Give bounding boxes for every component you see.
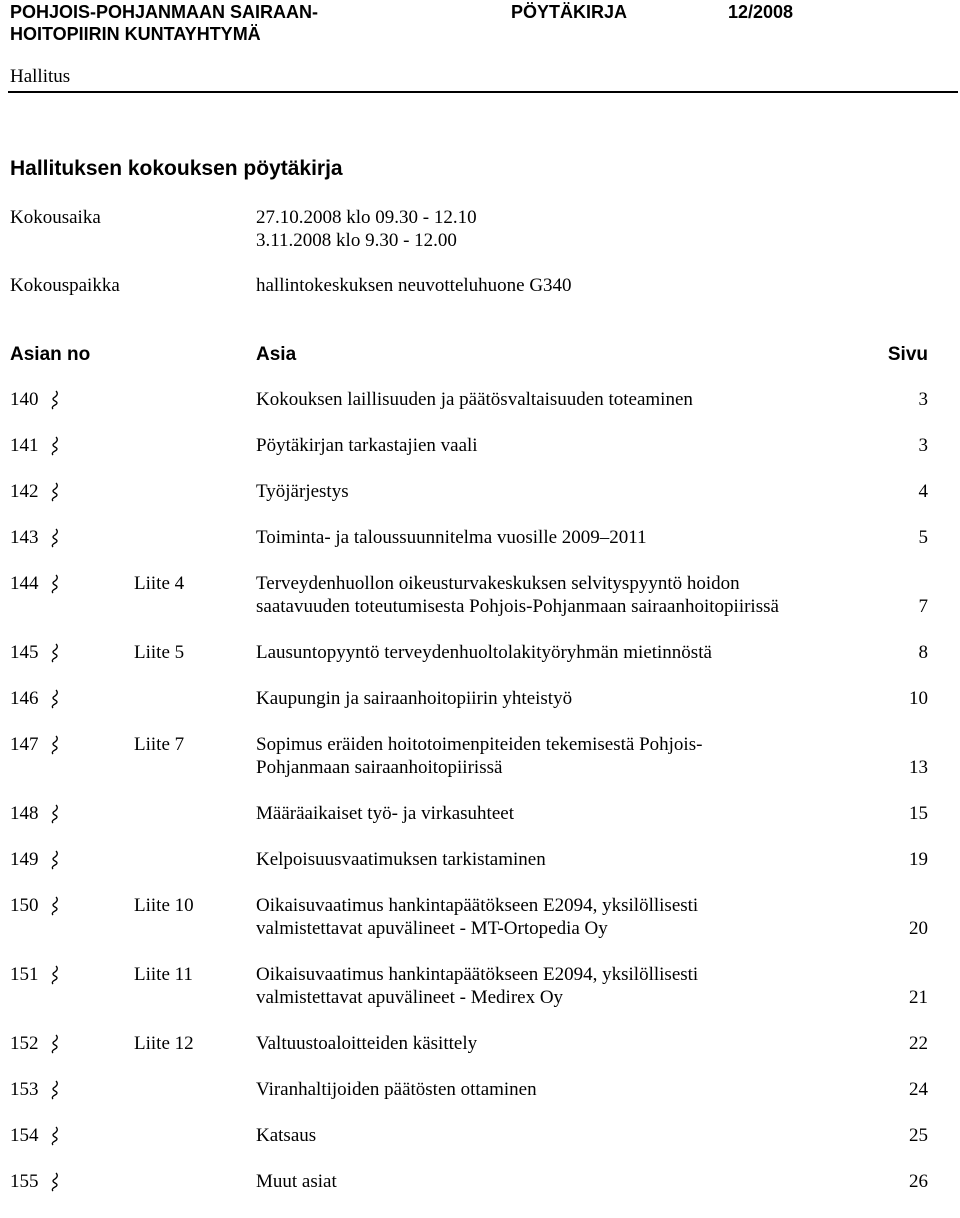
agenda-item-subject-line: Kaupungin ja sairaanhoitopiirin yhteistyö: [256, 688, 573, 709]
paragraph-mark-icon: [47, 434, 61, 457]
agenda-item-number: 143: [10, 527, 39, 548]
agenda-item: [0, 434, 960, 482]
section-mark: [47, 894, 61, 917]
paragraph-mark-icon: [47, 1124, 61, 1147]
agenda-item-subject-line: Valtuustoaloitteiden käsittely: [256, 1033, 478, 1054]
agenda-item-attachment: Liite 4: [134, 573, 185, 594]
agenda-item: [0, 480, 960, 528]
section-mark: [47, 1032, 61, 1055]
header-divider: [8, 91, 958, 93]
section-mark: [47, 641, 61, 664]
agenda-item-subject: [256, 1124, 856, 1147]
agenda-item-attachment: Liite 7: [134, 734, 185, 755]
agenda-item-number: 140: [10, 389, 39, 410]
page-title: Hallituksen kokouksen pöytäkirja: [10, 157, 343, 180]
agenda-item-subject-line: Toiminta- ja taloussuunnitelma vuosille 2009–2011: [256, 527, 647, 548]
document-number: 12/2008: [728, 2, 794, 22]
agenda-item-page: 24: [909, 1079, 928, 1100]
agenda-item-subject: [256, 641, 856, 664]
paragraph-mark-icon: [47, 802, 61, 825]
document-type: PÖYTÄKIRJA: [511, 2, 628, 22]
agenda-item-subject: [256, 802, 856, 825]
section-mark: [47, 1170, 61, 1193]
agenda-item-subject-line: Määräaikaiset työ- ja virkasuhteet: [256, 803, 514, 824]
paragraph-mark-icon: [47, 526, 61, 549]
agenda-item: [0, 894, 960, 942]
agenda-item-subject-line: valmistettavat apuvälineet - Medirex Oy: [256, 987, 564, 1008]
meeting-time-line2: 3.11.2008 klo 9.30 - 12.00: [256, 230, 457, 251]
section-mark: [47, 526, 61, 549]
agenda-item: [0, 388, 960, 436]
agenda-item-number: 154: [10, 1125, 39, 1146]
agenda-item-number: 144: [10, 573, 39, 594]
column-header-subject: Asia: [256, 344, 297, 365]
organization-name-line1: POHJOIS-POHJANMAAN SAIRAAN-: [10, 2, 319, 22]
agenda-item-page: 19: [909, 849, 928, 870]
agenda-item-attachment: Liite 5: [134, 642, 185, 663]
section-mark: [47, 733, 61, 756]
agenda-item-subject-line: Viranhaltijoiden päätösten ottaminen: [256, 1079, 537, 1100]
agenda-item-attachment: Liite 12: [134, 1033, 194, 1054]
column-header-number: Asian no: [10, 344, 91, 365]
agenda-item-subject: [256, 388, 856, 411]
agenda-item-subject-line: saatavuuden toteutumisesta Pohjois-Pohjanmaan sairaanhoitopiirissä: [256, 596, 779, 617]
agenda-item-subject-line: Katsaus: [256, 1125, 317, 1146]
agenda-item: [0, 572, 960, 620]
agenda-item-subject-line: Kelpoisuusvaatimuksen tarkistaminen: [256, 849, 546, 870]
agenda-item-number: 146: [10, 688, 39, 709]
agenda-item-number: 155: [10, 1171, 39, 1192]
paragraph-mark-icon: [47, 641, 61, 664]
agenda-item: [0, 1032, 960, 1080]
agenda-item-number: 153: [10, 1079, 39, 1100]
agenda-item-page: 25: [909, 1125, 928, 1146]
agenda-item-number: 148: [10, 803, 39, 824]
section-mark: [47, 388, 61, 411]
agenda-item-subject: [256, 963, 856, 1009]
agenda-item-page: 15: [909, 803, 928, 824]
paragraph-mark-icon: [47, 480, 61, 503]
agenda-item-number: 147: [10, 734, 39, 755]
meeting-place-value: hallintokeskuksen neuvotteluhuone G340: [256, 275, 572, 296]
agenda-item-attachment: Liite 11: [134, 964, 193, 985]
agenda-item-subject-line: Pohjanmaan sairaanhoitopiirissä: [256, 757, 503, 778]
paragraph-mark-icon: [47, 733, 61, 756]
agenda-item-subject: [256, 1170, 856, 1193]
agenda-item-subject-line: Pöytäkirjan tarkastajien vaali: [256, 435, 478, 456]
paragraph-mark-icon: [47, 572, 61, 595]
agenda-item-subject-line: Muut asiat: [256, 1171, 337, 1192]
agenda-item-subject: [256, 687, 856, 710]
agenda-item: [0, 1078, 960, 1126]
section-mark: [47, 480, 61, 503]
paragraph-mark-icon: [47, 848, 61, 871]
agenda-item-subject-line: valmistettavat apuvälineet - MT-Ortopedia Oy: [256, 918, 608, 939]
section-mark: [47, 963, 61, 986]
section-mark: [47, 1124, 61, 1147]
agenda-item-subject: [256, 526, 856, 549]
agenda-item: [0, 641, 960, 689]
agenda-item-page: 3: [918, 389, 928, 410]
agenda-item-subject-line: Oikaisuvaatimus hankintapäätökseen E2094, yksilöllisesti: [256, 964, 699, 985]
agenda-item-page: 21: [909, 987, 928, 1008]
agenda-item-subject: [256, 434, 856, 457]
agenda-item-page: 3: [918, 435, 928, 456]
column-header-page: Sivu: [887, 344, 928, 365]
paragraph-mark-icon: [47, 894, 61, 917]
section-mark: [47, 802, 61, 825]
paragraph-mark-icon: [47, 388, 61, 411]
agenda-item-subject-line: Oikaisuvaatimus hankintapäätökseen E2094, yksilöllisesti: [256, 895, 699, 916]
meeting-time-line1: 27.10.2008 klo 09.30 - 12.10: [256, 207, 477, 228]
section-mark: [47, 687, 61, 710]
agenda-item: [0, 848, 960, 896]
agenda-item: [0, 733, 960, 781]
agenda-item-subject: [256, 480, 856, 503]
agenda-item-page: 8: [918, 642, 928, 663]
agenda-item-number: 142: [10, 481, 39, 502]
agenda-item-page: 7: [918, 596, 928, 617]
agenda-item: [0, 963, 960, 1011]
agenda-item-page: 5: [918, 527, 928, 548]
agenda-item-number: 141: [10, 435, 39, 456]
agenda-item-subject: [256, 1078, 856, 1101]
section-mark: [47, 572, 61, 595]
agenda-item: [0, 687, 960, 735]
agenda-item: [0, 1170, 960, 1218]
agenda-item-number: 150: [10, 895, 39, 916]
section-mark: [47, 434, 61, 457]
paragraph-mark-icon: [47, 1170, 61, 1193]
agenda-item-page: 4: [918, 481, 928, 502]
agenda-item: [0, 1124, 960, 1172]
agenda-item-number: 152: [10, 1033, 39, 1054]
meeting-place-label: Kokouspaikka: [10, 275, 120, 296]
paragraph-mark-icon: [47, 1078, 61, 1101]
paragraph-mark-icon: [47, 1032, 61, 1055]
agenda-item-subject-line: Lausuntopyyntö terveydenhuoltolakityöryhmän mietinnöstä: [256, 642, 712, 663]
agenda-item-number: 149: [10, 849, 39, 870]
agenda-item-subject: [256, 894, 856, 940]
meeting-time-label: Kokousaika: [10, 207, 101, 228]
agenda-item-page: 26: [909, 1171, 928, 1192]
agenda-item-attachment: Liite 10: [134, 895, 194, 916]
agenda-item-subject-line: Sopimus eräiden hoitotoimenpiteiden tekemisestä Pohjois-: [256, 734, 703, 755]
agenda-item-subject: [256, 572, 856, 618]
paragraph-mark-icon: [47, 687, 61, 710]
agenda-item-number: 145: [10, 642, 39, 663]
agenda-item-subject: [256, 1032, 856, 1055]
agenda-item-subject-line: Kokouksen laillisuuden ja päätösvaltaisuuden toteaminen: [256, 389, 693, 410]
agenda-item: [0, 802, 960, 850]
section-mark: [47, 848, 61, 871]
agenda-item-page: 20: [909, 918, 928, 939]
board-name: Hallitus: [10, 66, 71, 87]
paragraph-mark-icon: [47, 963, 61, 986]
organization-name-line2: HOITOPIIRIN KUNTAYHTYMÄ: [10, 24, 261, 44]
agenda-item-subject-line: Terveydenhuollon oikeusturvakeskuksen selvityspyyntö hoidon: [256, 573, 740, 594]
agenda-item-subject: [256, 733, 856, 779]
agenda-item: [0, 526, 960, 574]
agenda-item-subject: [256, 848, 856, 871]
section-mark: [47, 1078, 61, 1101]
agenda-item-subject-line: Työjärjestys: [256, 481, 349, 502]
agenda-item-number: 151: [10, 964, 39, 985]
agenda-item-page: 13: [909, 757, 928, 778]
agenda-item-page: 10: [909, 688, 928, 709]
agenda-item-page: 22: [909, 1033, 928, 1054]
